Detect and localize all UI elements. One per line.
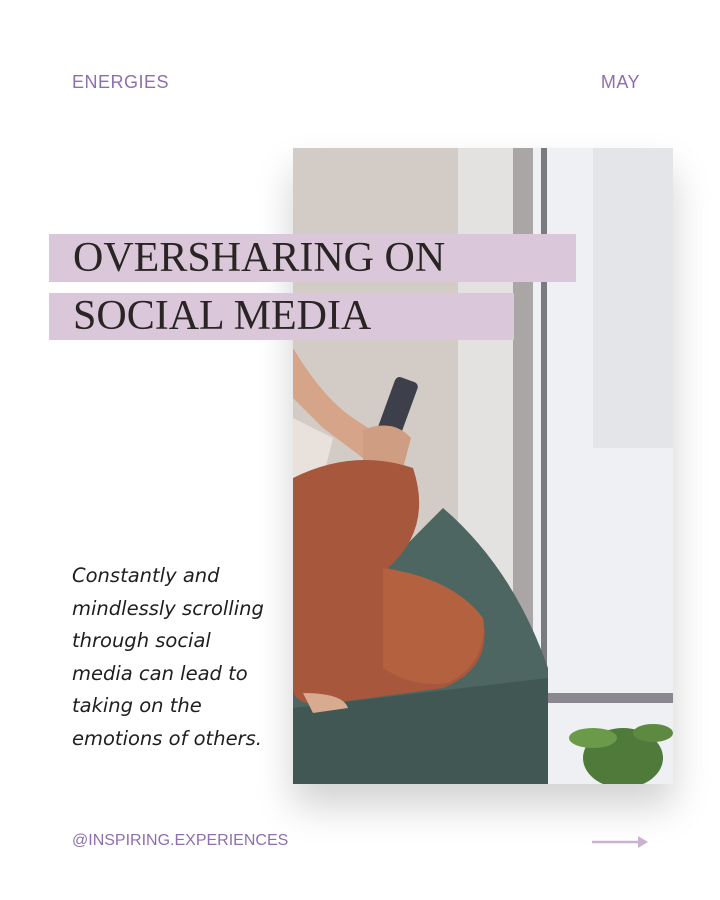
social-handle[interactable]: @INSPIRING.EXPERIENCES: [72, 832, 289, 849]
arrow-right-icon[interactable]: [592, 834, 648, 855]
body-paragraph: Constantly and mindlessly scrolling through social media can lead to taking on the emotions of others.: [72, 564, 264, 750]
title-line-1: OVERSHARING ON: [49, 234, 576, 282]
title-line-2: SOCIAL MEDIA: [49, 293, 514, 340]
month-label: MAY: [600, 72, 640, 92]
category-label: ENERGIES: [72, 72, 170, 92]
